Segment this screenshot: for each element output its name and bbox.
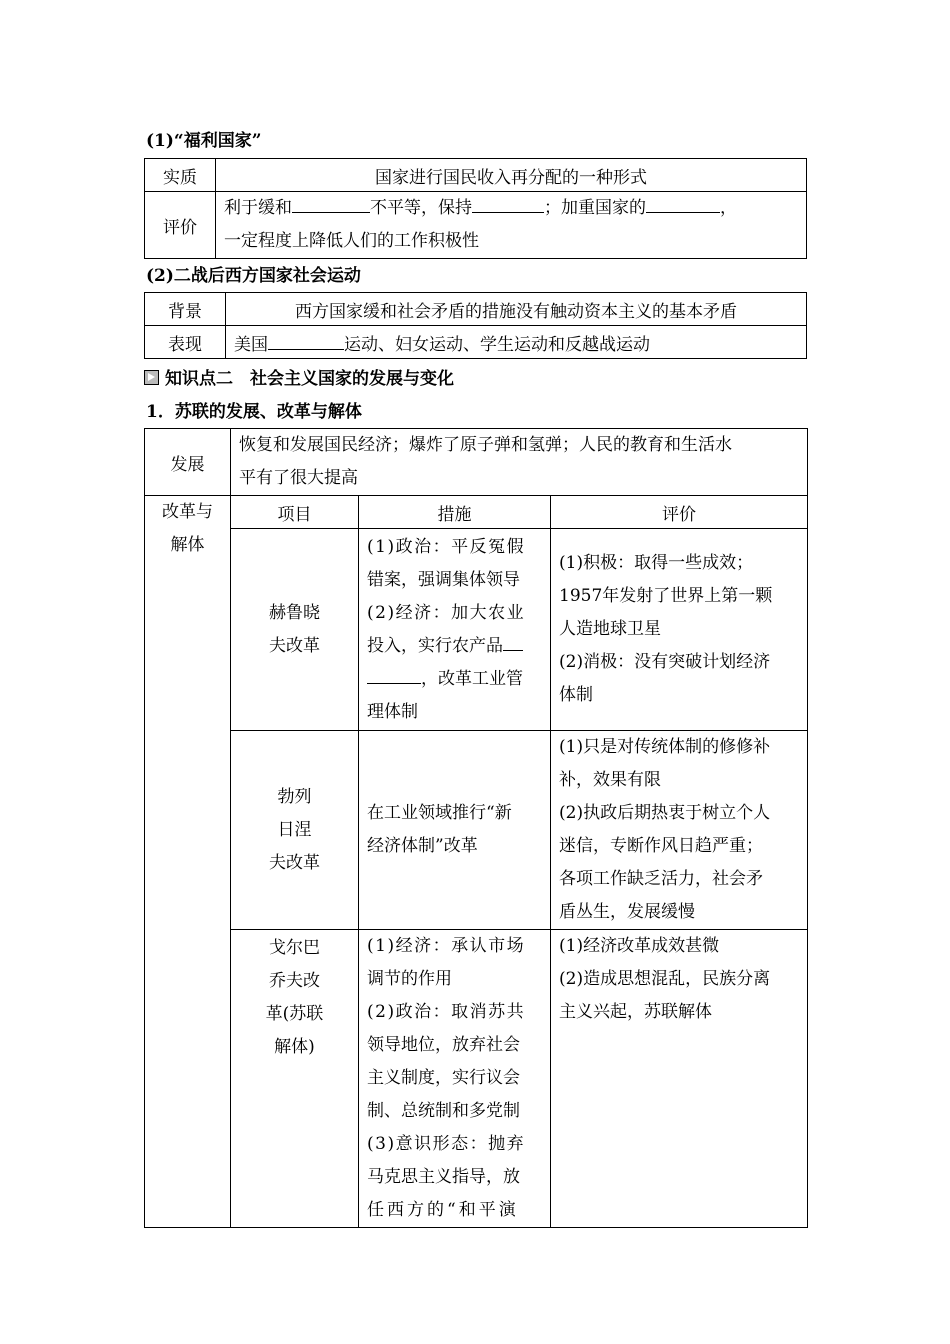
section1-heading: (1)“福利国家”	[146, 131, 262, 151]
ussr-subheading: 1．苏联的发展、改革与解体	[146, 402, 362, 422]
measure-line: 领导地位，放弃社会	[367, 1035, 520, 1055]
evaluation-line: 迷信，专断作风日趋严重；	[559, 836, 763, 856]
header-measures: 措施	[359, 496, 551, 529]
manifest-text-a: 美国	[234, 334, 268, 355]
knowledge-point-title: 知识点二 社会主义国家的发展与变化	[165, 369, 454, 389]
evaluation-line: (2)执政后期热衷于树立个人	[559, 803, 771, 823]
evaluation-content	[216, 192, 807, 259]
label-evaluation: 评价	[145, 192, 216, 259]
evaluation-line: (2)消极：没有突破计划经济	[559, 652, 771, 672]
measure-line	[367, 663, 542, 696]
fill-blank[interactable]	[292, 196, 370, 213]
label-reform-dissolution	[145, 496, 231, 1228]
section2-heading: (2)二战后西方国家社会运动	[146, 266, 361, 286]
knowledge-point-heading	[144, 364, 454, 389]
name-line: 勃列	[277, 786, 312, 807]
evaluation-line: (1)经济改革成效甚微	[559, 936, 720, 956]
gorbachev-evaluation	[551, 930, 808, 1228]
header-evaluation: 评价	[551, 496, 808, 529]
header-item: 项目	[231, 496, 359, 529]
evaluation-line: (1)只是对传统体制的修修补	[559, 737, 771, 757]
measure-line: 错案，强调集体领导	[367, 569, 520, 590]
evaluation-line: 各项工作缺乏活力，社会矛	[559, 869, 763, 889]
ussr-reform-table	[144, 428, 808, 1228]
fill-blank[interactable]	[503, 634, 523, 651]
eval-text-d: ，	[720, 198, 737, 218]
label-manifestation: 表现	[145, 326, 226, 359]
reform-label-line: 解体	[170, 535, 205, 555]
measure-line: (3)意识形态：抛弃	[367, 1134, 526, 1154]
measure-line: (1)经济：承认市场	[367, 936, 526, 956]
eval-text-b: 不平等，保持	[370, 198, 472, 218]
measure-line: 在工业领域推行“新	[367, 803, 512, 823]
essence-content: 国家进行国民收入再分配的一种形式	[216, 159, 807, 192]
khrushchev-evaluation	[551, 529, 808, 731]
brezhnev-measures	[359, 731, 551, 930]
play-arrow-icon	[144, 370, 159, 385]
name-line: 解体)	[274, 1037, 315, 1057]
measure-line: (1)政治：平反冤假	[367, 536, 526, 557]
development-content	[231, 429, 808, 496]
measure-text: 投入，实行农产品	[367, 635, 503, 656]
evaluation-line: 主义兴起，苏联解体	[559, 1002, 712, 1022]
fill-blank[interactable]	[367, 667, 421, 684]
measure-line	[367, 630, 542, 663]
measure-text: ，改革工业管	[421, 668, 523, 689]
measure-line: 主义制度，实行议会	[367, 1068, 520, 1088]
khrushchev-measures	[359, 529, 551, 731]
name-line: 戈尔巴	[269, 938, 320, 958]
fill-blank[interactable]	[646, 196, 720, 213]
gorbachev-name	[231, 930, 359, 1228]
eval-text-a: 利于缓和	[224, 198, 292, 218]
measure-line: 马克思主义指导，放	[367, 1167, 520, 1187]
measure-line: (2)经济：加大农业	[367, 602, 526, 623]
evaluation-line: 1957年发射了世界上第一颗	[559, 586, 773, 606]
development-line: 平有了很大提高	[239, 468, 358, 488]
name-line: 日涅	[277, 819, 312, 840]
eval-text-c: ；加重国家的	[544, 198, 646, 218]
measure-line: (2)政治：取消苏共	[367, 1002, 526, 1022]
fill-blank[interactable]	[268, 333, 344, 350]
name-line: 赫鲁晓	[269, 602, 320, 623]
measure-line: 经济体制”改革	[367, 836, 478, 856]
fill-blank[interactable]	[472, 196, 544, 213]
evaluation-line: (1)积极：取得一些成效；	[559, 553, 754, 573]
brezhnev-evaluation	[551, 731, 808, 930]
name-line: 夫改革	[269, 852, 320, 873]
label-essence: 实质	[145, 159, 216, 192]
name-line: 夫改革	[269, 635, 320, 656]
development-line: 恢复和发展国民经济；爆炸了原子弹和氢弹；人民的教育和生活水	[239, 435, 732, 455]
evaluation-line: 体制	[559, 685, 593, 705]
measure-line: 调节的作用	[367, 969, 452, 989]
eval-line-2: 一定程度上降低人们的工作积极性	[224, 231, 479, 251]
gorbachev-measures	[359, 930, 551, 1228]
reform-label-line: 改革与	[162, 502, 213, 522]
brezhnev-name	[231, 731, 359, 930]
manifestation-content	[226, 326, 807, 359]
background-content: 西方国家缓和社会矛盾的措施没有触动资本主义的基本矛盾	[226, 293, 807, 326]
evaluation-line: 补，效果有限	[559, 770, 661, 790]
measure-line: 理体制	[367, 701, 418, 722]
welfare-state-table	[144, 158, 807, 259]
manifest-text-b: 运动、妇女运动、学生运动和反越战运动	[344, 334, 650, 355]
measure-line: 制、总统制和多党制	[367, 1101, 520, 1121]
name-line: 乔夫改	[269, 971, 320, 991]
evaluation-line: 盾丛生，发展缓慢	[559, 902, 695, 922]
measure-line: 任西方的“和平演	[367, 1200, 519, 1220]
evaluation-line: 人造地球卫星	[559, 619, 661, 639]
label-background: 背景	[145, 293, 226, 326]
social-movements-table	[144, 292, 807, 359]
name-line: 革(苏联	[265, 1004, 324, 1024]
khrushchev-name	[231, 529, 359, 731]
label-development: 发展	[145, 429, 231, 496]
evaluation-line: (2)造成思想混乱，民族分离	[559, 969, 771, 989]
